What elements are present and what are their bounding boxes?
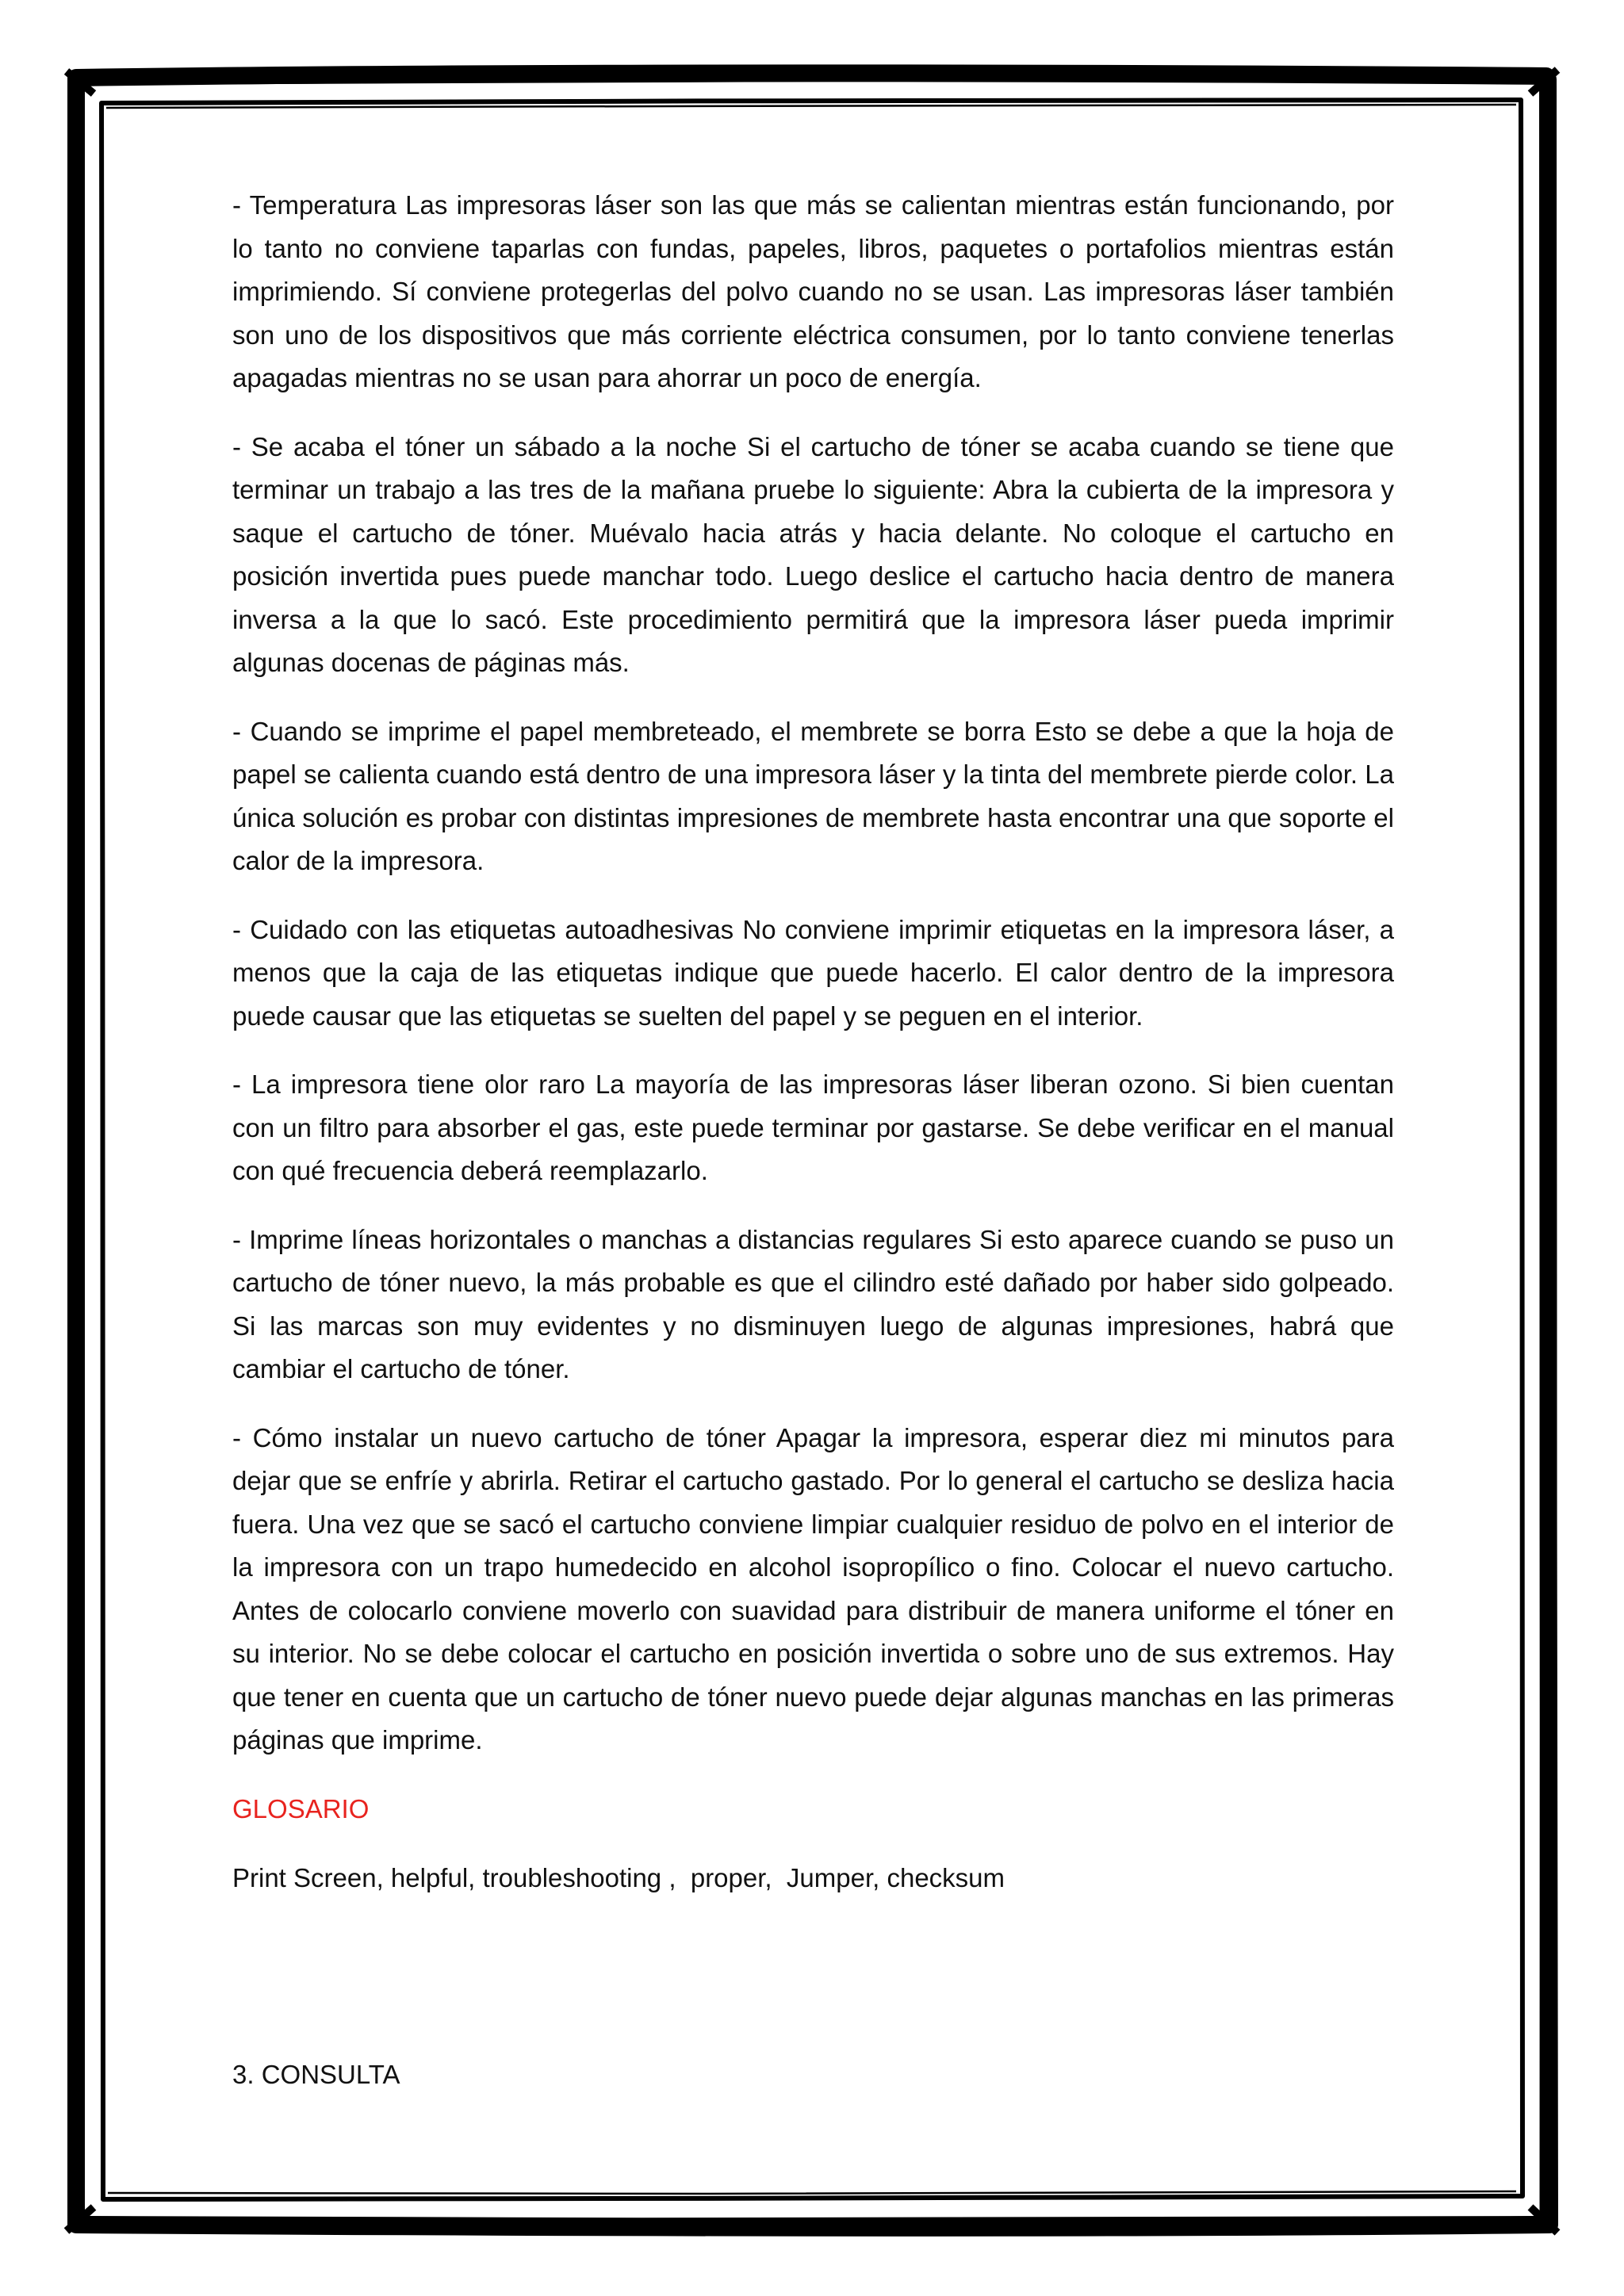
paragraph-temperatura: - Temperatura Las impresoras láser son las que más se calientan mientras están funcionando, por lo tanto no conviene taparlas con fundas, papeles, libros, paquetes o portafolios mientras están imprimiendo. Sí conviene protegerlas del polvo cuando no se usan. Las impresoras láser también son uno de los dispositivos que más corriente eléctrica consumen, por lo tanto conviene tenerlas apagadas mientras no se usan para ahorrar un poco de energía. [232, 190, 1394, 392]
section-heading-consulta: 3. CONSULTA [232, 2060, 400, 2089]
glossary-heading: GLOSARIO [232, 1793, 370, 1823]
paragraph-toner-sabado: - Se acaba el tóner un sábado a la noche Si el cartucho de tóner se acaba cuando se tiene que terminar un trabajo a las tres de la mañana pruebe lo siguiente: Abra la cubierta de la impresora y saque el cartucho de tóner. Muévalo hacia atrás y hacia delante. No coloque el cartucho en posición invertida pues puede manchar todo. Luego deslice el cartucho hacia dentro de manera inversa a la que lo sacó. Este procedimiento permitirá que la impresora láser pueda imprimir algunas docenas de páginas más. [232, 431, 1394, 677]
paragraph-membrete: - Cuando se imprime el papel membreteado, el membrete se borra Esto se debe a que la hoja de papel se calienta cuando está dentro de una impresora láser y la tinta del membrete pierde color. La única solución es probar con distintas impresiones de membrete hasta encontrar una que soporte el calor de la impresora. [232, 716, 1394, 875]
paragraph-instalar-cartucho: - Cómo instalar un nuevo cartucho de tóner Apagar la impresora, esperar diez mi minutos para dejar que se enfríe y abrirla. Retirar el cartucho gastado. Por lo general el cartucho se desliza hacia fuera. Una vez que se sacó el cartucho conviene limpiar cualquier residuo de polvo en el interior de la impresora con un trapo humedecido en alcohol isopropílico o fino. Colocar el nuevo cartucho. Antes de colocarlo conviene moverlo con suavidad para distribuir de manera uniforme el tóner en su interior. No se debe colocar el cartucho en posición invertida o sobre uno de sus extremos. Hay que tener en cuenta que un cartucho de tóner nuevo puede dejar algunas manchas en las primeras páginas que imprime. [232, 1422, 1394, 1755]
document-body [232, 184, 1394, 1900]
paragraph-lineas-horizontales: - Imprime líneas horizontales o manchas a distancias regulares Si esto aparece cuando se puso un cartucho de tóner nuevo, la más probable es que el cilindro esté dañado por haber sido golpeado. Si las marcas son muy evidentes y no disminuyen luego de algunas impresiones, habrá que cambiar el cartucho de tóner. [232, 1224, 1394, 1383]
paragraph-etiquetas: - Cuidado con las etiquetas autoadhesivas No conviene imprimir etiquetas en la impresora láser, a menos que la caja de las etiquetas indique que puede hacerlo. El calor dentro de la impresora puede causar que las etiquetas se suelten del papel y se peguen en el interior. [232, 914, 1394, 1031]
glossary-terms: Print Screen, helpful, troubleshooting , proper, Jumper, checksum [232, 1862, 1005, 1892]
paragraph-olor-raro: - La impresora tiene olor raro La mayoría de las impresoras láser liberan ozono. Si bien cuentan con un filtro para absorber el gas, este puede terminar por gastarse. Se debe verificar en el manual con qué frecuencia deberá reemplazarlo. [232, 1070, 1394, 1185]
